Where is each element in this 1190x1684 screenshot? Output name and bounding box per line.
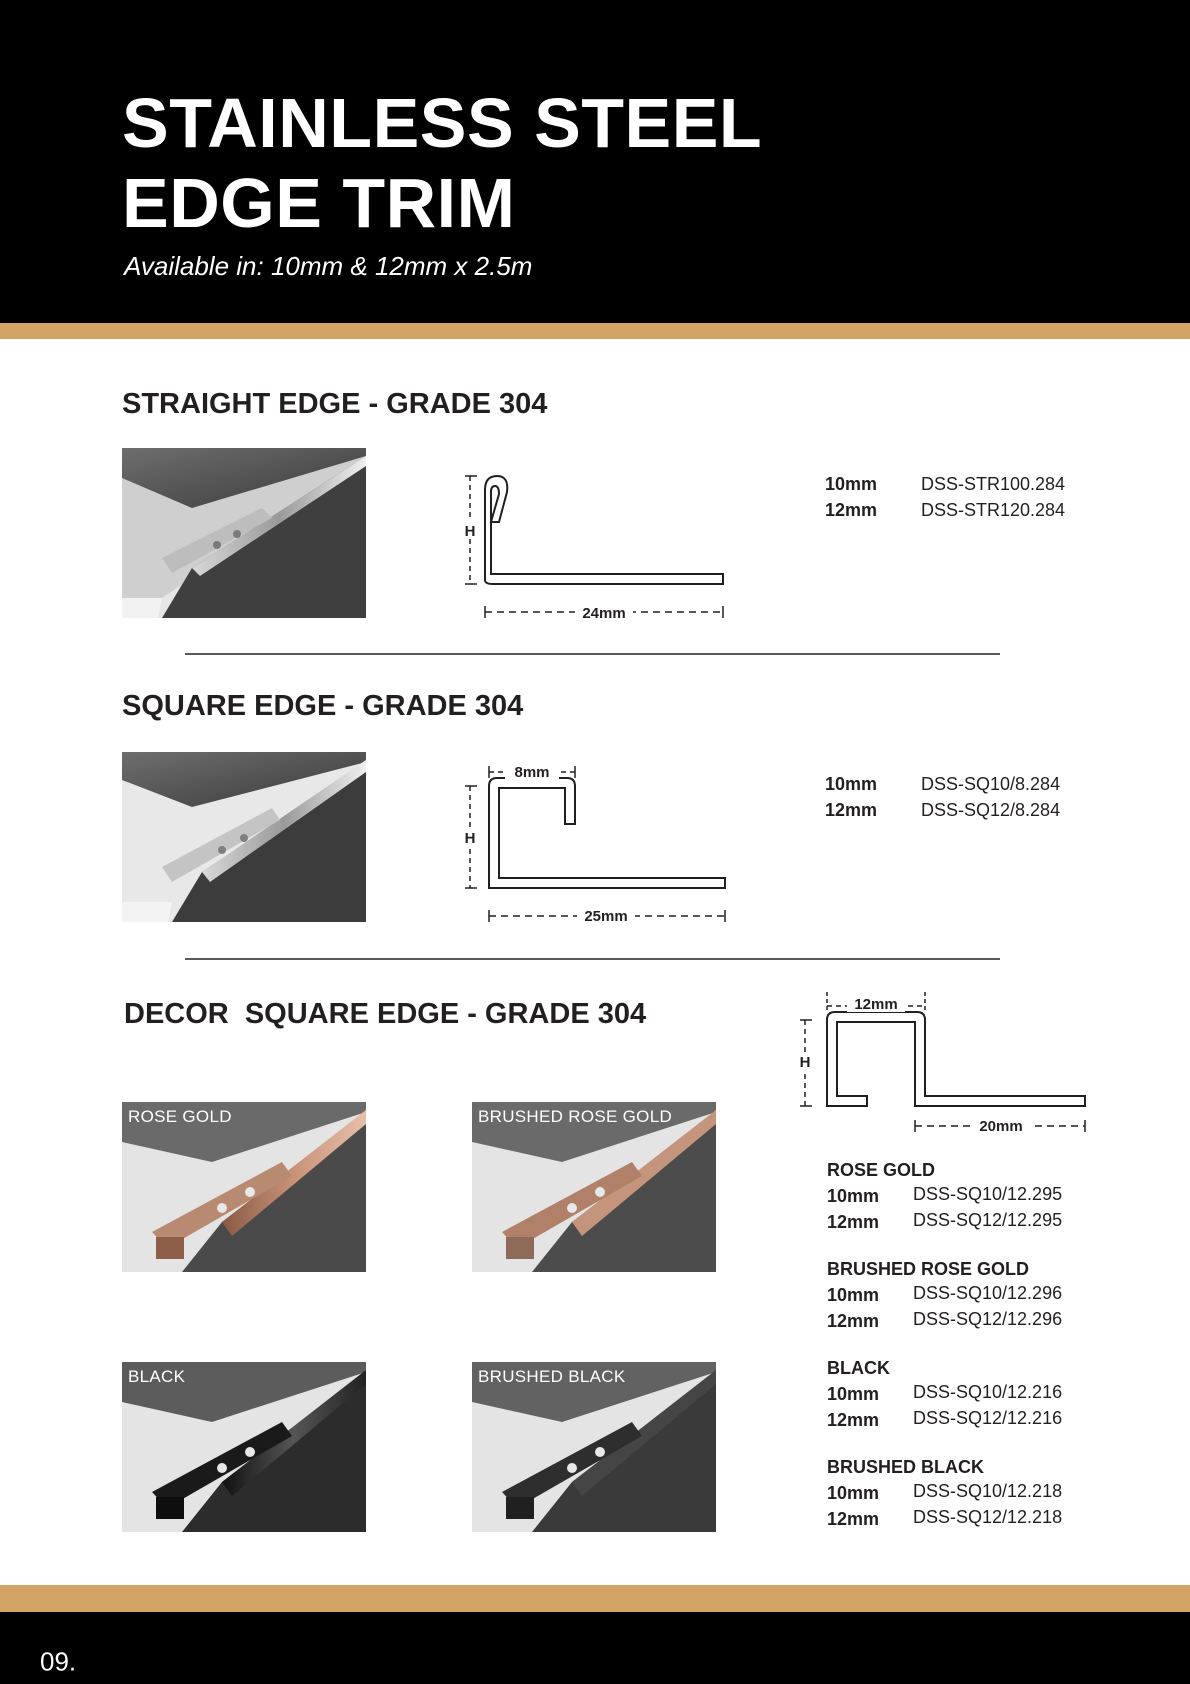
straight-edge-width-label: 24mm: [582, 605, 626, 620]
straight-edge-height-label: H: [464, 523, 476, 540]
section-title-decor-square-edge: DECOR SQUARE EDGE - GRADE 304: [124, 998, 647, 1030]
rose-gold-10mm-size: 10mm: [827, 1186, 880, 1206]
straight-12mm-code: DSS-STR120.284: [921, 500, 1066, 520]
brushed-black-photo-label: BRUSHED BLACK: [478, 1367, 626, 1386]
section-divider: [185, 653, 1000, 655]
footer-bar: [0, 1612, 1190, 1684]
brushed-rose-gold-12mm-size: 12mm: [827, 1311, 880, 1331]
black-12mm-size: 12mm: [827, 1410, 880, 1430]
header-accent-band: [0, 323, 1190, 339]
brushed-black-10mm-size: 10mm: [827, 1483, 880, 1503]
square-10mm-code: DSS-SQ10/8.284: [921, 774, 1061, 794]
square-12mm-code: DSS-SQ12/8.284: [921, 800, 1061, 820]
brushed-rose-gold-photo-label: BRUSHED ROSE GOLD: [478, 1107, 673, 1126]
black-12mm-code: DSS-SQ12/12.216: [913, 1408, 1063, 1428]
decor-square-edge-top-label: 12mm: [854, 996, 898, 1013]
black-photo-label: BLACK: [128, 1367, 186, 1386]
section-title-straight-edge: STRAIGHT EDGE - GRADE 304: [122, 388, 548, 420]
page-title-line-1: STAINLESS STEEL: [122, 84, 763, 162]
square-edge-top-label: 8mm: [514, 764, 550, 781]
section-title-square-edge: SQUARE EDGE - GRADE 304: [122, 690, 524, 722]
brushed-rose-gold-10mm-size: 10mm: [827, 1285, 880, 1305]
decor-square-edge-width-label: 20mm: [979, 1118, 1023, 1135]
brushed-rose-gold-10mm-code: DSS-SQ10/12.296: [913, 1283, 1063, 1303]
square-edge-width-label: 25mm: [584, 908, 628, 922]
black-10mm-code: DSS-SQ10/12.216: [913, 1382, 1063, 1402]
square-edge-profile-diagram: [455, 762, 735, 922]
brushed-black-10mm-code: DSS-SQ10/12.218: [913, 1481, 1063, 1501]
straight-edge-profile-diagram: [455, 470, 735, 620]
straight-10mm-size: 10mm: [825, 474, 878, 494]
finish-rose-gold-title: ROSE GOLD: [827, 1160, 936, 1180]
page-number: 09.: [40, 1646, 77, 1677]
rose-gold-12mm-size: 12mm: [827, 1212, 880, 1232]
straight-edge-photo: [122, 448, 366, 618]
straight-12mm-size: 12mm: [825, 500, 878, 520]
decor-square-edge-height-label: H: [799, 1054, 811, 1071]
rose-gold-12mm-code: DSS-SQ12/12.295: [913, 1210, 1063, 1230]
straight-10mm-code: DSS-STR100.284: [921, 474, 1066, 494]
rose-gold-10mm-code: DSS-SQ10/12.295: [913, 1184, 1063, 1204]
brushed-black-12mm-size: 12mm: [827, 1509, 880, 1529]
finish-brushed-rose-gold-title: BRUSHED ROSE GOLD: [827, 1259, 1030, 1279]
brushed-rose-gold-12mm-code: DSS-SQ12/12.296: [913, 1309, 1063, 1329]
footer-accent-band: [0, 1585, 1190, 1612]
rose-gold-photo: [122, 1102, 366, 1272]
section-divider: [185, 958, 1000, 960]
brushed-rose-gold-photo: [472, 1102, 716, 1272]
page-title-line-2: EDGE TRIM: [122, 164, 516, 242]
square-10mm-size: 10mm: [825, 774, 878, 794]
decor-square-edge-profile-diagram: [795, 988, 1095, 1138]
square-edge-photo: [122, 752, 366, 922]
finish-brushed-black-title: BRUSHED BLACK: [827, 1457, 984, 1477]
availability-subtitle: Available in: 10mm & 12mm x 2.5m: [124, 251, 533, 281]
square-12mm-size: 12mm: [825, 800, 878, 820]
black-photo: [122, 1362, 366, 1532]
rose-gold-photo-label: ROSE GOLD: [128, 1107, 232, 1126]
finish-black-title: BLACK: [827, 1358, 890, 1378]
black-10mm-size: 10mm: [827, 1384, 880, 1404]
brushed-black-photo: [472, 1362, 716, 1532]
square-edge-height-label: H: [464, 830, 476, 847]
brushed-black-12mm-code: DSS-SQ12/12.218: [913, 1507, 1063, 1527]
